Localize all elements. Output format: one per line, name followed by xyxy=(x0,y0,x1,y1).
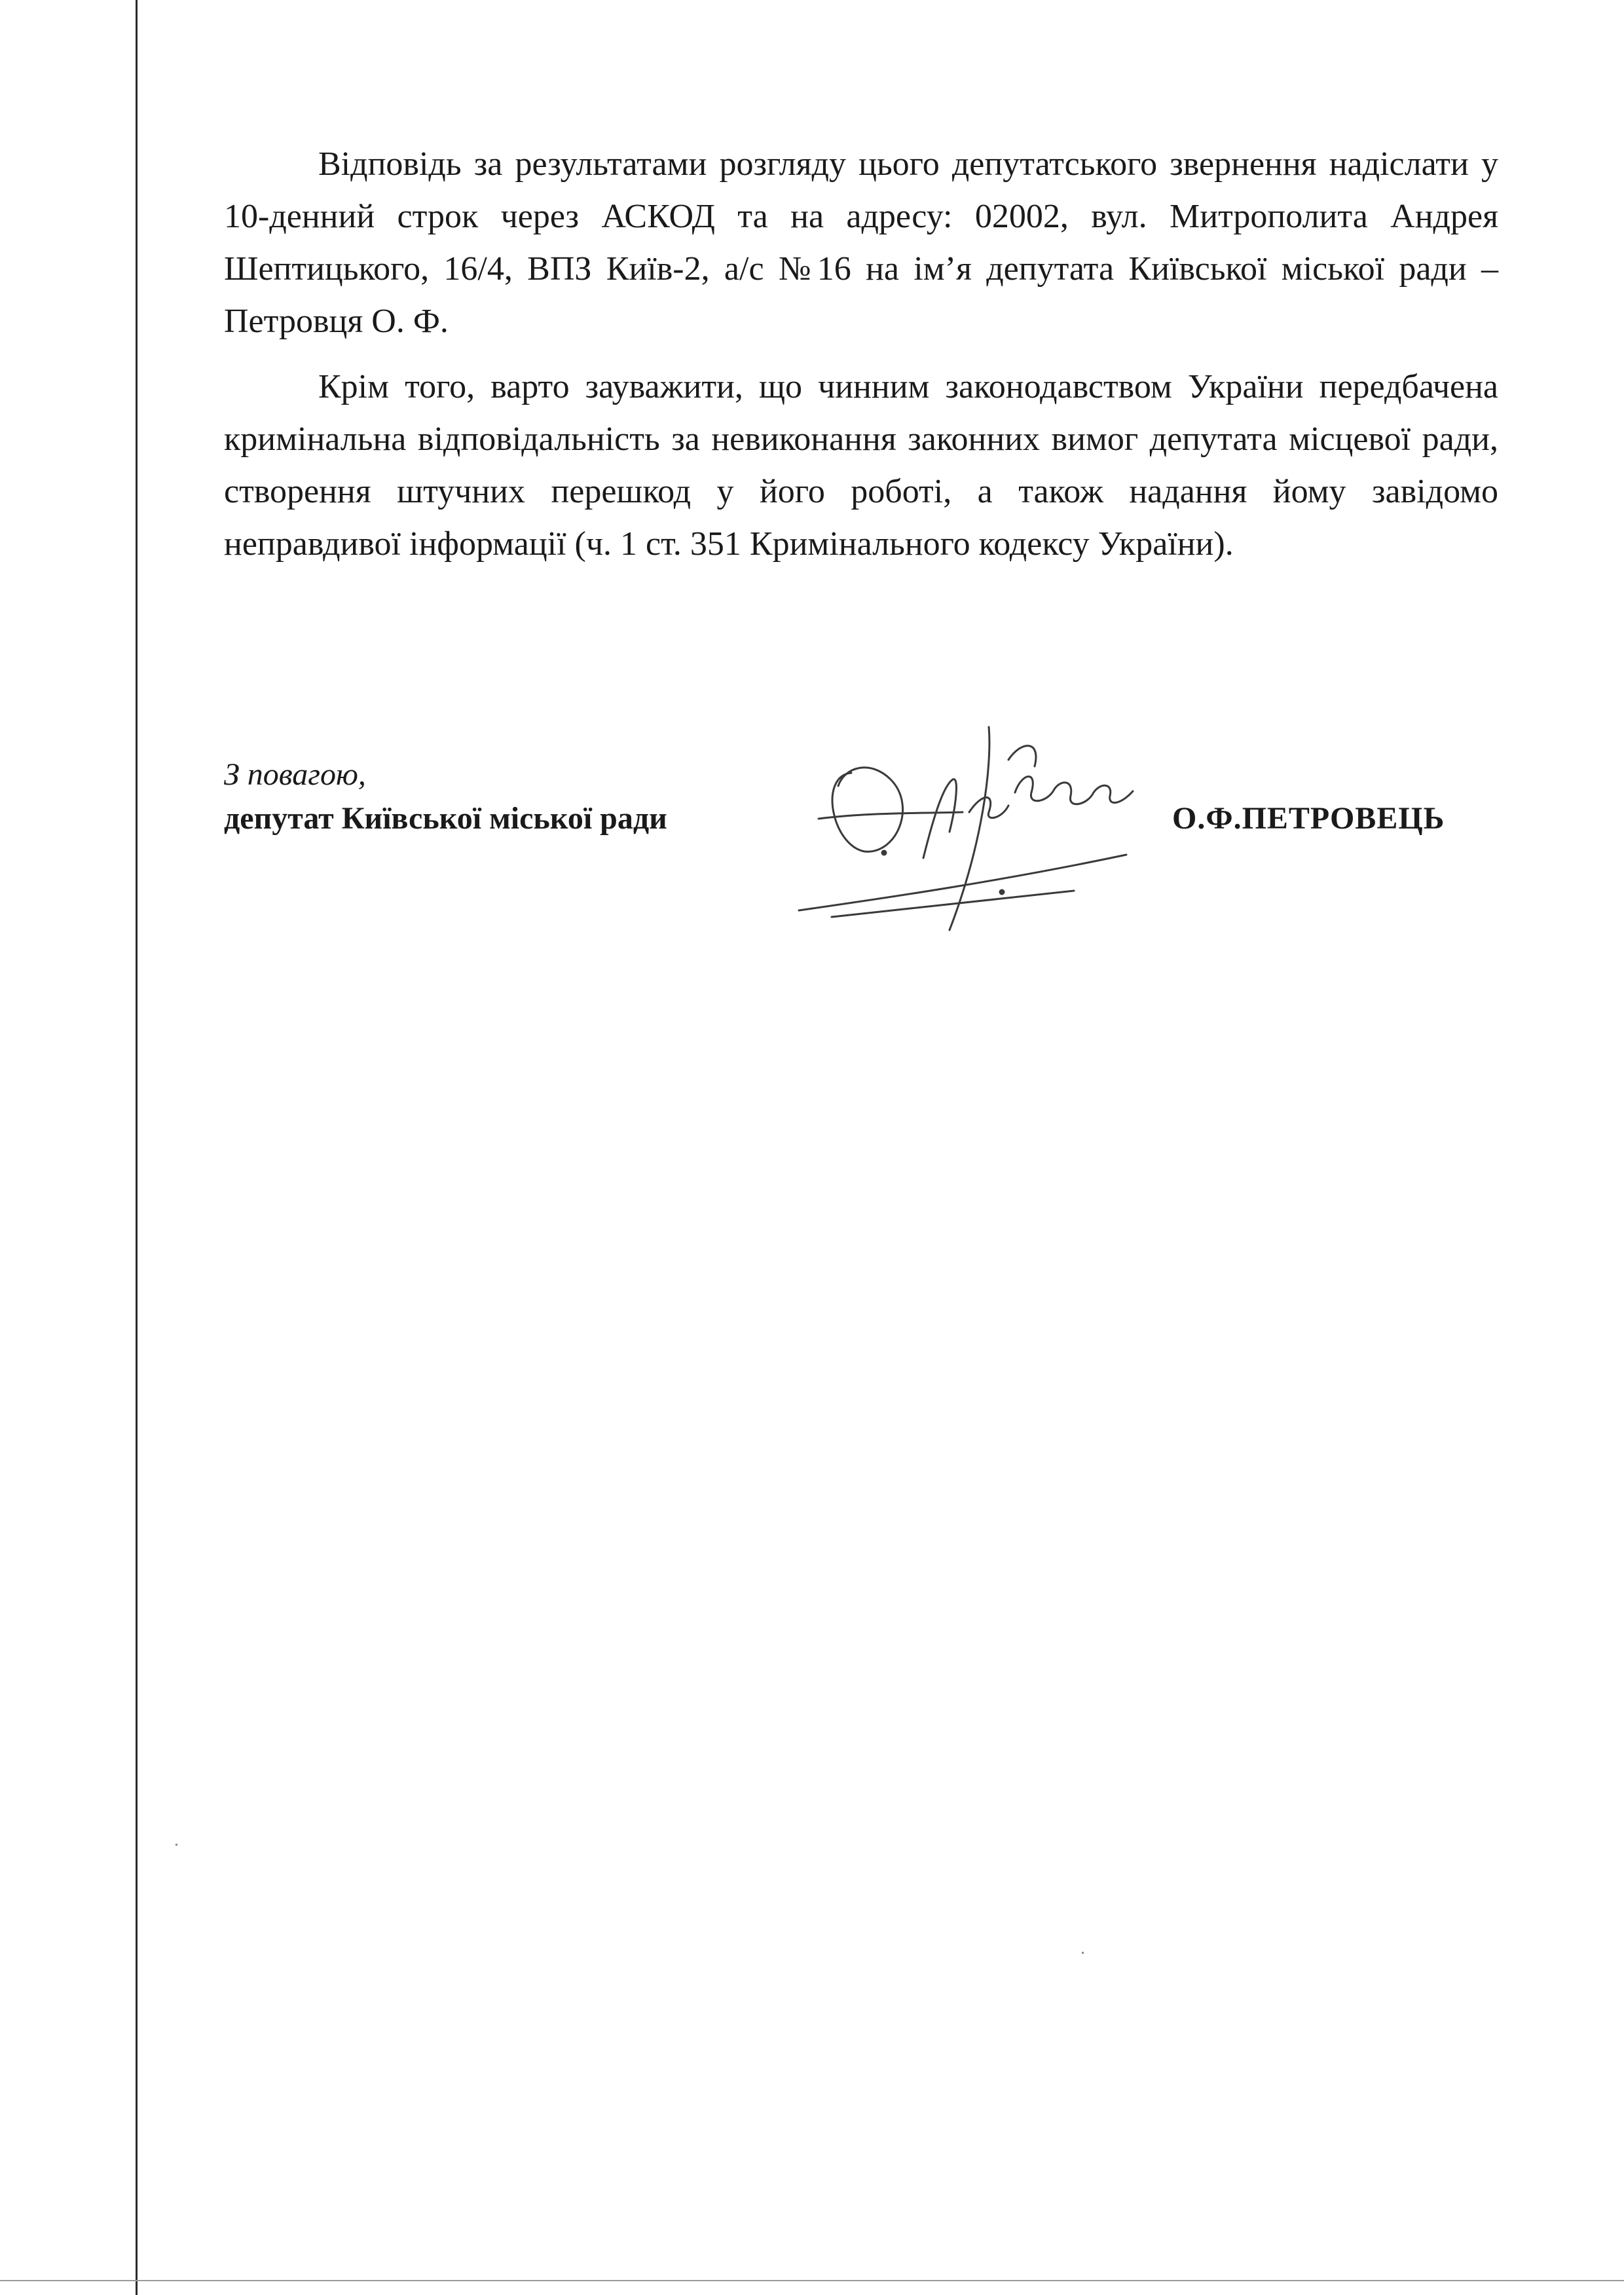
page-left-border xyxy=(136,0,138,2295)
signer-name: О.Ф.ПЕТРОВЕЦЬ xyxy=(1172,801,1445,836)
scan-speck xyxy=(1082,1952,1084,1954)
handwritten-signature-icon xyxy=(792,714,1159,937)
closing-regards: З повагою, xyxy=(224,757,366,792)
letter-body xyxy=(224,138,1498,584)
scan-speck xyxy=(175,1844,177,1846)
page-bottom-border xyxy=(0,2280,1624,2281)
paragraph-response-request: Відповідь за результатами розгляду цього депутатського звернення надіслати у 10-денний строк через АСКОД та на адресу: 02002, вул. Митрополита Андрея Шептицького, 16/4, ВПЗ Київ-2, а/с №16 на ім’я депутата Київської міської ради – Петровця О. Ф. xyxy=(224,145,1498,340)
paragraph-legal-warning: Крім того, варто зауважити, що чинним законодавством України передбачена кримінальна відповідальність за невиконання законних вимог депутата місцевої ради, створення штучних перешкод у його роботі, а також надання йому завідомо неправдивої інформації (ч. 1 ст. 351 Кримінального кодексу України). xyxy=(224,368,1498,563)
signer-position: депутат Київської міської ради xyxy=(224,801,667,836)
